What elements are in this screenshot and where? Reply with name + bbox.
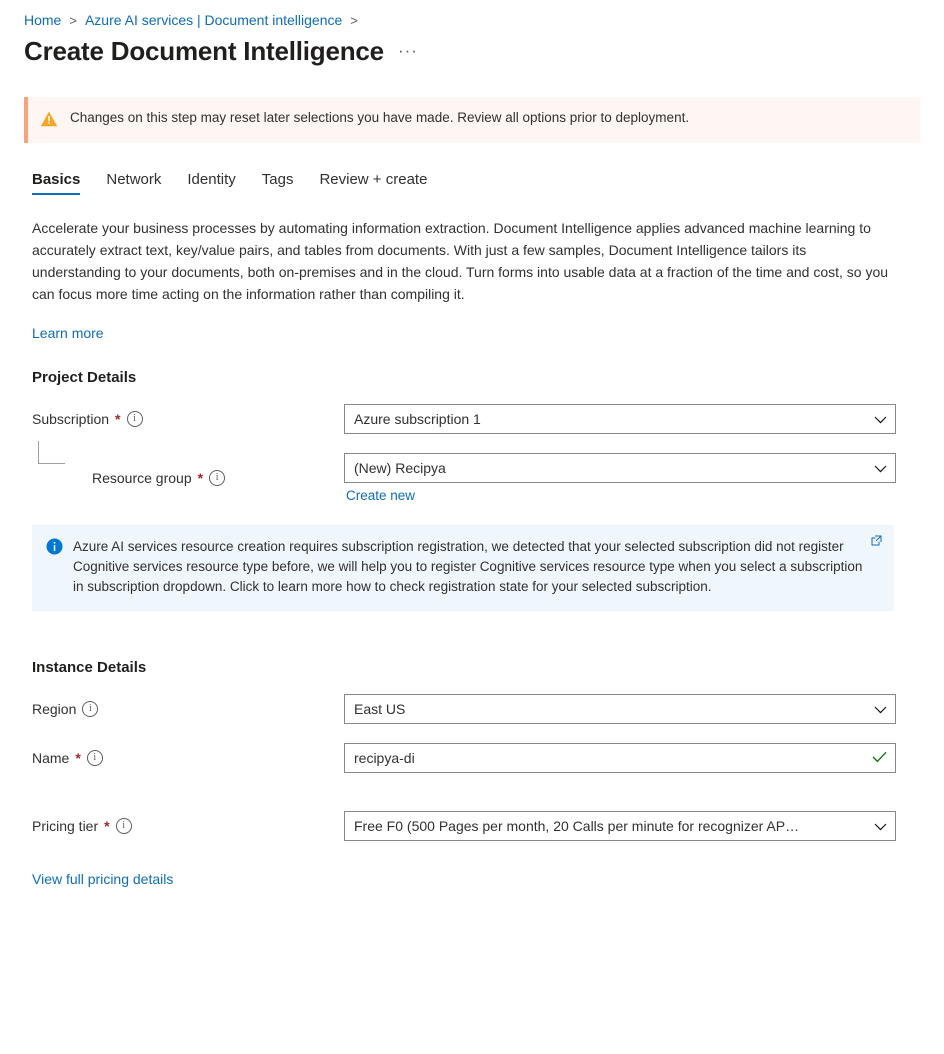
form-row-name <box>0 743 944 773</box>
tree-connector <box>38 441 65 464</box>
warning-banner <box>24 97 920 143</box>
breadcrumb-item-home[interactable]: Home <box>24 12 62 28</box>
chevron-down-icon <box>874 411 887 427</box>
region-label <box>32 701 344 717</box>
resource-group-label-text: Resource group <box>92 470 192 486</box>
name-input[interactable] <box>344 743 896 773</box>
region-select[interactable] <box>344 694 896 724</box>
pricing-tier-label <box>32 818 344 834</box>
form-row-resource-group <box>0 453 944 503</box>
tab-review-create[interactable]: Review + create <box>319 171 428 188</box>
subscription-label <box>32 411 344 427</box>
info-icon[interactable]: i <box>116 818 132 834</box>
region-control <box>344 694 896 724</box>
breadcrumb-item-azure-ai-services[interactable]: Azure AI services | Document intelligence <box>84 12 343 28</box>
chevron-down-icon <box>874 701 887 717</box>
info-icon[interactable]: i <box>82 701 98 717</box>
info-circle-icon <box>46 538 63 558</box>
create-new-resource-group-link[interactable]: Create new <box>346 488 416 503</box>
tab-bar <box>0 143 944 195</box>
tab-basics[interactable]: Basics <box>32 171 80 195</box>
breadcrumb <box>0 0 944 28</box>
resource-group-label <box>32 470 344 486</box>
required-marker: * <box>104 818 110 834</box>
check-icon <box>872 750 887 766</box>
section-heading-instance-details: Instance Details <box>32 659 147 676</box>
page-title-row <box>0 28 944 67</box>
breadcrumb-separator: > <box>69 12 77 28</box>
subscription-select[interactable] <box>344 404 896 434</box>
pricing-tier-label-text: Pricing tier <box>32 818 99 834</box>
tab-network[interactable]: Network <box>106 171 162 188</box>
form-row-region <box>0 694 944 724</box>
info-icon[interactable]: i <box>209 470 225 486</box>
form-row-subscription <box>0 404 944 434</box>
name-label <box>32 750 344 766</box>
subscription-control <box>344 404 896 434</box>
intro-paragraph: Accelerate your business processes by automating information extraction. Document Intelligence applies advanced machine learning to accurately extract text, key/value pairs, and tables from documents. With just a few samples, Document Intelligence tailors its understanding to your documents, both on-premises and in the cloud. Turn forms into usable data at a fraction of the time and cost, so you can focus more time acting on the information rather than compiling it. <box>32 220 889 302</box>
resource-group-select[interactable] <box>344 453 896 483</box>
pricing-tier-control <box>344 811 896 841</box>
resource-group-value: (New) Recipya <box>354 460 446 476</box>
info-banner <box>32 525 894 611</box>
section-heading-project-details: Project Details <box>32 369 137 386</box>
chevron-down-icon <box>874 460 887 476</box>
name-control <box>344 743 896 773</box>
region-label-text: Region <box>32 701 77 717</box>
breadcrumb-separator: > <box>350 12 358 28</box>
info-icon[interactable]: i <box>127 411 143 427</box>
subscription-value: Azure subscription 1 <box>354 411 481 427</box>
warning-text: Changes on this step may reset later selections you have made. Review all options prior to deployment. <box>70 110 690 125</box>
info-icon[interactable]: i <box>87 750 103 766</box>
info-banner-text: Azure AI services resource creation requires subscription registration, we detected that your selected subscription did not register Cognitive services resource type before, we will help you to register Cognitive services resource type when you select a subscription in subscription dropdown. Click to learn more how to check registration state for your selected subscription. <box>73 539 863 594</box>
subscription-label-text: Subscription <box>32 411 110 427</box>
view-full-pricing-details-link[interactable]: View full pricing details <box>32 871 174 887</box>
pricing-tier-value: Free F0 (500 Pages per month, 20 Calls per minute for recognizer AP… <box>354 818 800 834</box>
tab-identity[interactable]: Identity <box>187 171 236 188</box>
more-options-button[interactable]: ··· <box>397 41 418 60</box>
region-value: East US <box>354 701 406 717</box>
chevron-down-icon <box>874 818 887 834</box>
name-value: recipya-di <box>354 750 415 766</box>
pricing-tier-select[interactable] <box>344 811 896 841</box>
form-row-pricing-tier <box>0 811 944 841</box>
required-marker: * <box>197 470 204 486</box>
name-label-text: Name <box>32 750 70 766</box>
required-marker: * <box>115 411 121 427</box>
page-title: Create Document Intelligence <box>24 36 384 66</box>
warning-icon <box>40 110 58 131</box>
external-link-icon[interactable] <box>871 533 882 549</box>
tab-tags[interactable]: Tags <box>261 171 294 188</box>
resource-group-control <box>344 453 896 503</box>
required-marker: * <box>75 750 81 766</box>
learn-more-link[interactable]: Learn more <box>32 325 104 341</box>
